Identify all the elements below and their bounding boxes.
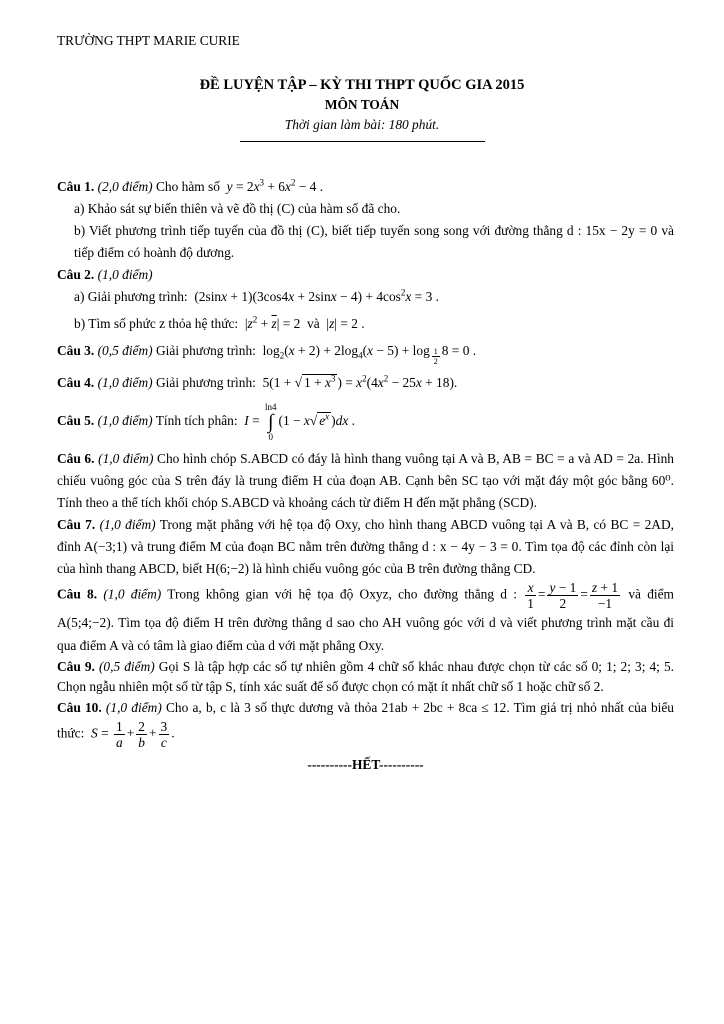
question-3: Câu 3. (0,5 điểm) Giải phương trình: $\log_2(x + 2) + 2\log_4(x - 5) + \log$ $_{\frac{1}{2}}$ 8 = 0 . (57, 343, 477, 367)
question-5: Câu 5. (1,0 điểm) Tính tích phân: I = ln4 ∫ 0(1 − x√ $e^x$ )dx . (57, 402, 355, 443)
school-name: TRƯỜNG THPT MARIE CURIE (57, 33, 240, 48)
question-9 (57, 657, 674, 697)
question-2 (57, 264, 674, 286)
header-divider (240, 141, 485, 142)
q4-label: Câu 4. (57, 375, 95, 391)
q10-label: Câu 10. (57, 700, 102, 716)
q1-function: y (226, 179, 233, 194)
q1-stem: Cho hàm số (155, 179, 220, 194)
q3-text: Giải phương trình: (155, 343, 256, 358)
q2-label: Câu 2. (57, 267, 95, 282)
q8-text-2: và điểm A(5;4;−2). Tìm tọa độ điểm H trên đường thẳng d sao cho AH vuông góc với d và viết phương trình mặt cầu đi qua điểm A và có tâm là giao điểm của d với mặt phẳng Oxy. (57, 586, 674, 654)
q8-points: (1,0 điểm) (103, 586, 162, 602)
q2-points: (1,0 điểm) (97, 267, 153, 282)
q5-label: Câu 5. (57, 413, 95, 429)
q7-points: (1,0 điểm) (99, 517, 156, 533)
question-1: Câu 1. (2,0 điểm) Cho hàm số $y = 2x^3 + 6x^2 - 4$ . (57, 177, 324, 194)
subject-title: MÔN TOÁN (324, 97, 400, 112)
q7-text: Trong mặt phẳng với hệ tọa độ Oxy, cho hình thang ABCD vuông tại A và B, có BC = 2AD, đỉnh A(−3;1) và trung điểm M của đoạn BC nằm trên đường thẳng d : x − 4y − 3 = 0. Tìm tọa độ các đỉnh còn lại của hình thang ABCD, biết H(6;−2) là hình chiếu vuông góc của B trên đường thẳng CD. (57, 517, 674, 577)
q4-text: Giải phương trình: (155, 375, 256, 391)
q3-points: (0,5 điểm) (97, 343, 153, 358)
q9-points: (0,5 điểm) (98, 659, 155, 675)
q6-label: Câu 6. (57, 451, 95, 467)
q4-points: (1,0 điểm) (97, 375, 153, 391)
end-marker: ----------HẾT---------- (307, 757, 424, 773)
q2-part-b: b) Tìm số phức z thỏa hệ thức: $|z^2 + \overline{z}| = 2$ và |z| = 2 . (74, 314, 365, 331)
q9-text: Gọi S là tập hợp các số tự nhiên gồm 4 chữ số khác nhau được chọn từ các số 0; 1; 2; 3; 4; 5. Chọn ngẫu nhiên một số từ tập S, tính xác suất để số được chọn có mặt ít nhất chữ số 1 hoặc chữ số 2. (57, 659, 674, 695)
q2-b-text: b) Tìm số phức z thỏa hệ thức: (74, 316, 239, 331)
q1-part-b: b) Viết phương trình tiếp tuyến của đồ thị (C), biết tiếp tuyến song song với đường thẳng d : 15x − 2y = 0 và tiếp điểm có hoành độ dương. (74, 223, 674, 260)
q2-a-text: a) Giải phương trình: (74, 289, 188, 304)
q5-text: Tính tích phân: (155, 413, 238, 429)
exam-title: ĐỀ LUYỆN TẬP – KỲ THI THPT QUỐC GIA 2015 (199, 77, 525, 93)
q10-text: Cho a, b, c là 3 số thực dương và thỏa 21ab + 2bc + 8ca ≤ 12. Tìm giá trị nhỏ nhất của biểu thức: (57, 700, 674, 741)
q1-part-a: a) Khảo sát sự biến thiên và vẽ đồ thị (C) của hàm số đã cho. (74, 201, 401, 216)
q10-points: (1,0 điểm) (105, 700, 162, 716)
q2-part-a: a) Giải phương trình: $(2\sin x + 1)(3\cos 4x + 2\sin x - 4) + 4\cos^2x = 3$ . (74, 287, 439, 304)
q8-label: Câu 8. (57, 586, 98, 602)
question-6 (57, 448, 674, 514)
q1-points: (2,0 điểm) (97, 179, 153, 194)
question-8: Câu 8. (1,0 điểm) Trong không gian với hệ tọa độ Oxyz, cho đường thẳng d : $\frac{x}{1}$ = $\frac{y - 1}{2}$ = $\frac{z + 1}{-1}$ và điểm A(5;4;−2). Tìm tọa độ điểm H trên đường thẳng d sao cho AH vuông góc với d và viết phương trình mặt cầu đi qua điểm A và có tâm là giao điểm của d với mặt phẳng Oxy. (57, 580, 674, 654)
q2-and: và (307, 316, 320, 331)
question-10: Câu 10. (1,0 điểm) Cho a, b, c là 3 số thực dương và thỏa 21ab + 2bc + 8ca ≤ 12. Tìm giá trị nhỏ nhất của biểu thức: S = $\frac{1}{a}$ + $\frac{2}{b}$ + $\frac{3}{c}$ . (57, 700, 674, 751)
q3-label: Câu 3. (57, 343, 95, 358)
q5-points: (1,0 điểm) (97, 413, 153, 429)
q1-label: Câu 1. (57, 179, 95, 194)
exam-content (57, 176, 674, 790)
question-7 (57, 514, 674, 580)
q7-label: Câu 7. (57, 517, 96, 533)
q6-text: Cho hình chóp S.ABCD có đáy là hình thang vuông tại A và B, AB = BC = a và AD = 2a. Hình chiếu vuông góc của S trên đáy là trung điểm H của đoạn AB. Cạnh bên SC tạo với mặt đáy một góc bằng 60⁰. Tính theo a thể tích khối chóp S.ABCD và khoảng cách từ điểm H đến mặt phẳng (SCD). (57, 451, 674, 511)
q6-points: (1,0 điểm) (98, 451, 154, 467)
q9-label: Câu 9. (57, 659, 95, 675)
question-4: Câu 4. (1,0 điểm) Giải phương trình: 5(1 + √ $1 + x^3$ ) = $x^2(4x^2 - 25x + 18)$. (57, 373, 458, 391)
time-limit: Thời gian làm bài: 180 phút. (284, 117, 440, 132)
q8-text-1: Trong không gian với hệ tọa độ Oxyz, cho đường thẳng d : (167, 586, 517, 602)
